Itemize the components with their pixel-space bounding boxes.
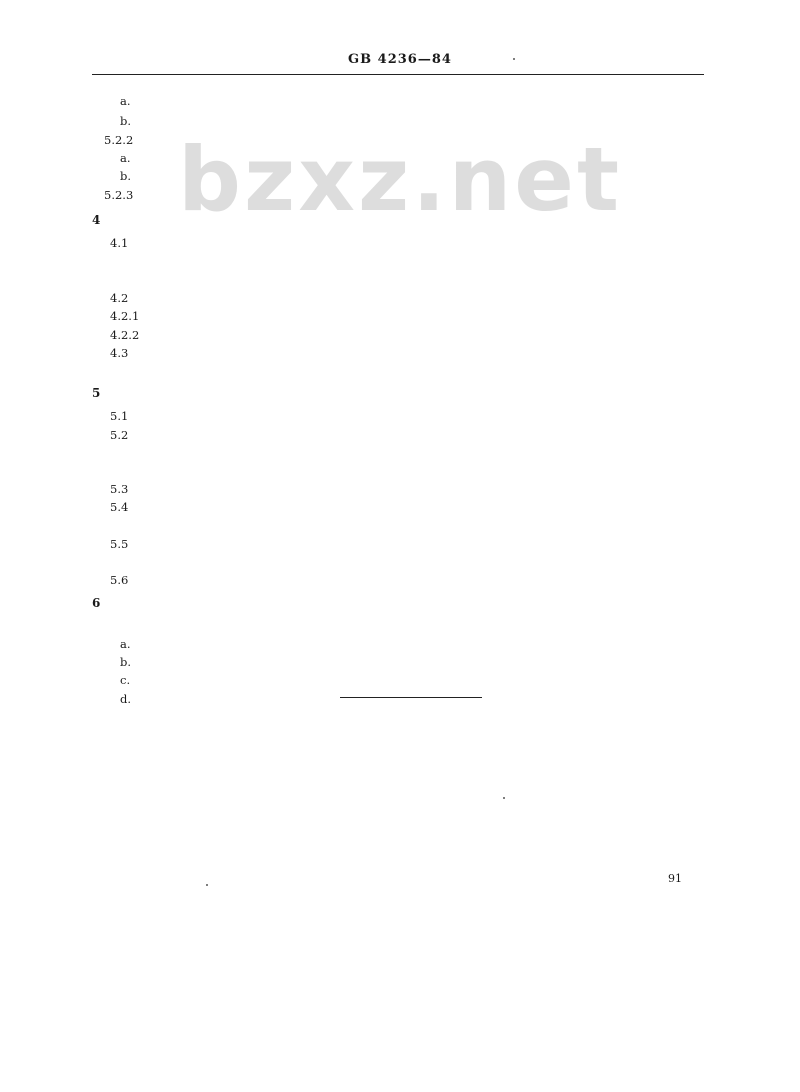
body-line [120,655,139,669]
page-number: 91 [668,872,682,885]
clause-number: 4 [92,213,101,227]
body-line [120,114,139,128]
body-line [110,537,136,551]
clause-number: 5.1 [110,409,129,423]
clause-number: 4.2.2 [110,328,140,342]
body-line [110,482,136,496]
clause-number: d. [120,692,132,706]
clause-number: b. [120,114,132,128]
body-line [104,188,141,202]
section-heading [92,213,108,227]
body-line [110,346,136,360]
clause-number: a. [120,94,131,108]
section-heading [92,596,108,610]
clause-number: b. [120,169,132,183]
clause-number: a. [120,637,131,651]
body-line [120,94,139,108]
clause-number: 4.3 [110,346,129,360]
body-line [110,291,136,305]
clause-number: 5.3 [110,482,129,496]
body-line [110,309,147,323]
clause-number: 4.1 [110,236,129,250]
clause-number: 5.5 [110,537,129,551]
body-line [120,637,139,651]
body-line [110,428,136,442]
clause-number: 5.2 [110,428,129,442]
body-line [120,169,139,183]
body-line [110,500,136,514]
clause-number: b. [120,655,132,669]
scan-speck [206,884,208,886]
clause-number: 5 [92,386,101,400]
clause-number: 5.4 [110,500,129,514]
clause-number: 4.2 [110,291,129,305]
clause-number: 5.6 [110,573,129,587]
clause-number: 5.2.2 [104,133,134,147]
clause-number: 5.2.3 [104,188,134,202]
body-line [110,409,136,423]
body-line [110,328,147,342]
watermark: bzxz.net [177,128,623,231]
clause-number: c. [120,673,131,687]
clause-number: 6 [92,596,101,610]
clause-number: 4.2.1 [110,309,140,323]
scan-speck [513,58,515,60]
body-line [120,673,138,687]
clause-number: a. [120,151,131,165]
header-rule [92,74,704,75]
body-line [110,573,136,587]
body-line [110,236,136,250]
body-line [104,133,141,147]
section-heading [92,386,108,400]
scan-speck [503,797,505,799]
end-of-text-rule [340,697,482,698]
body-line [120,151,139,165]
standard-header: GB 4236—84 [348,52,452,67]
body-line [120,692,139,706]
